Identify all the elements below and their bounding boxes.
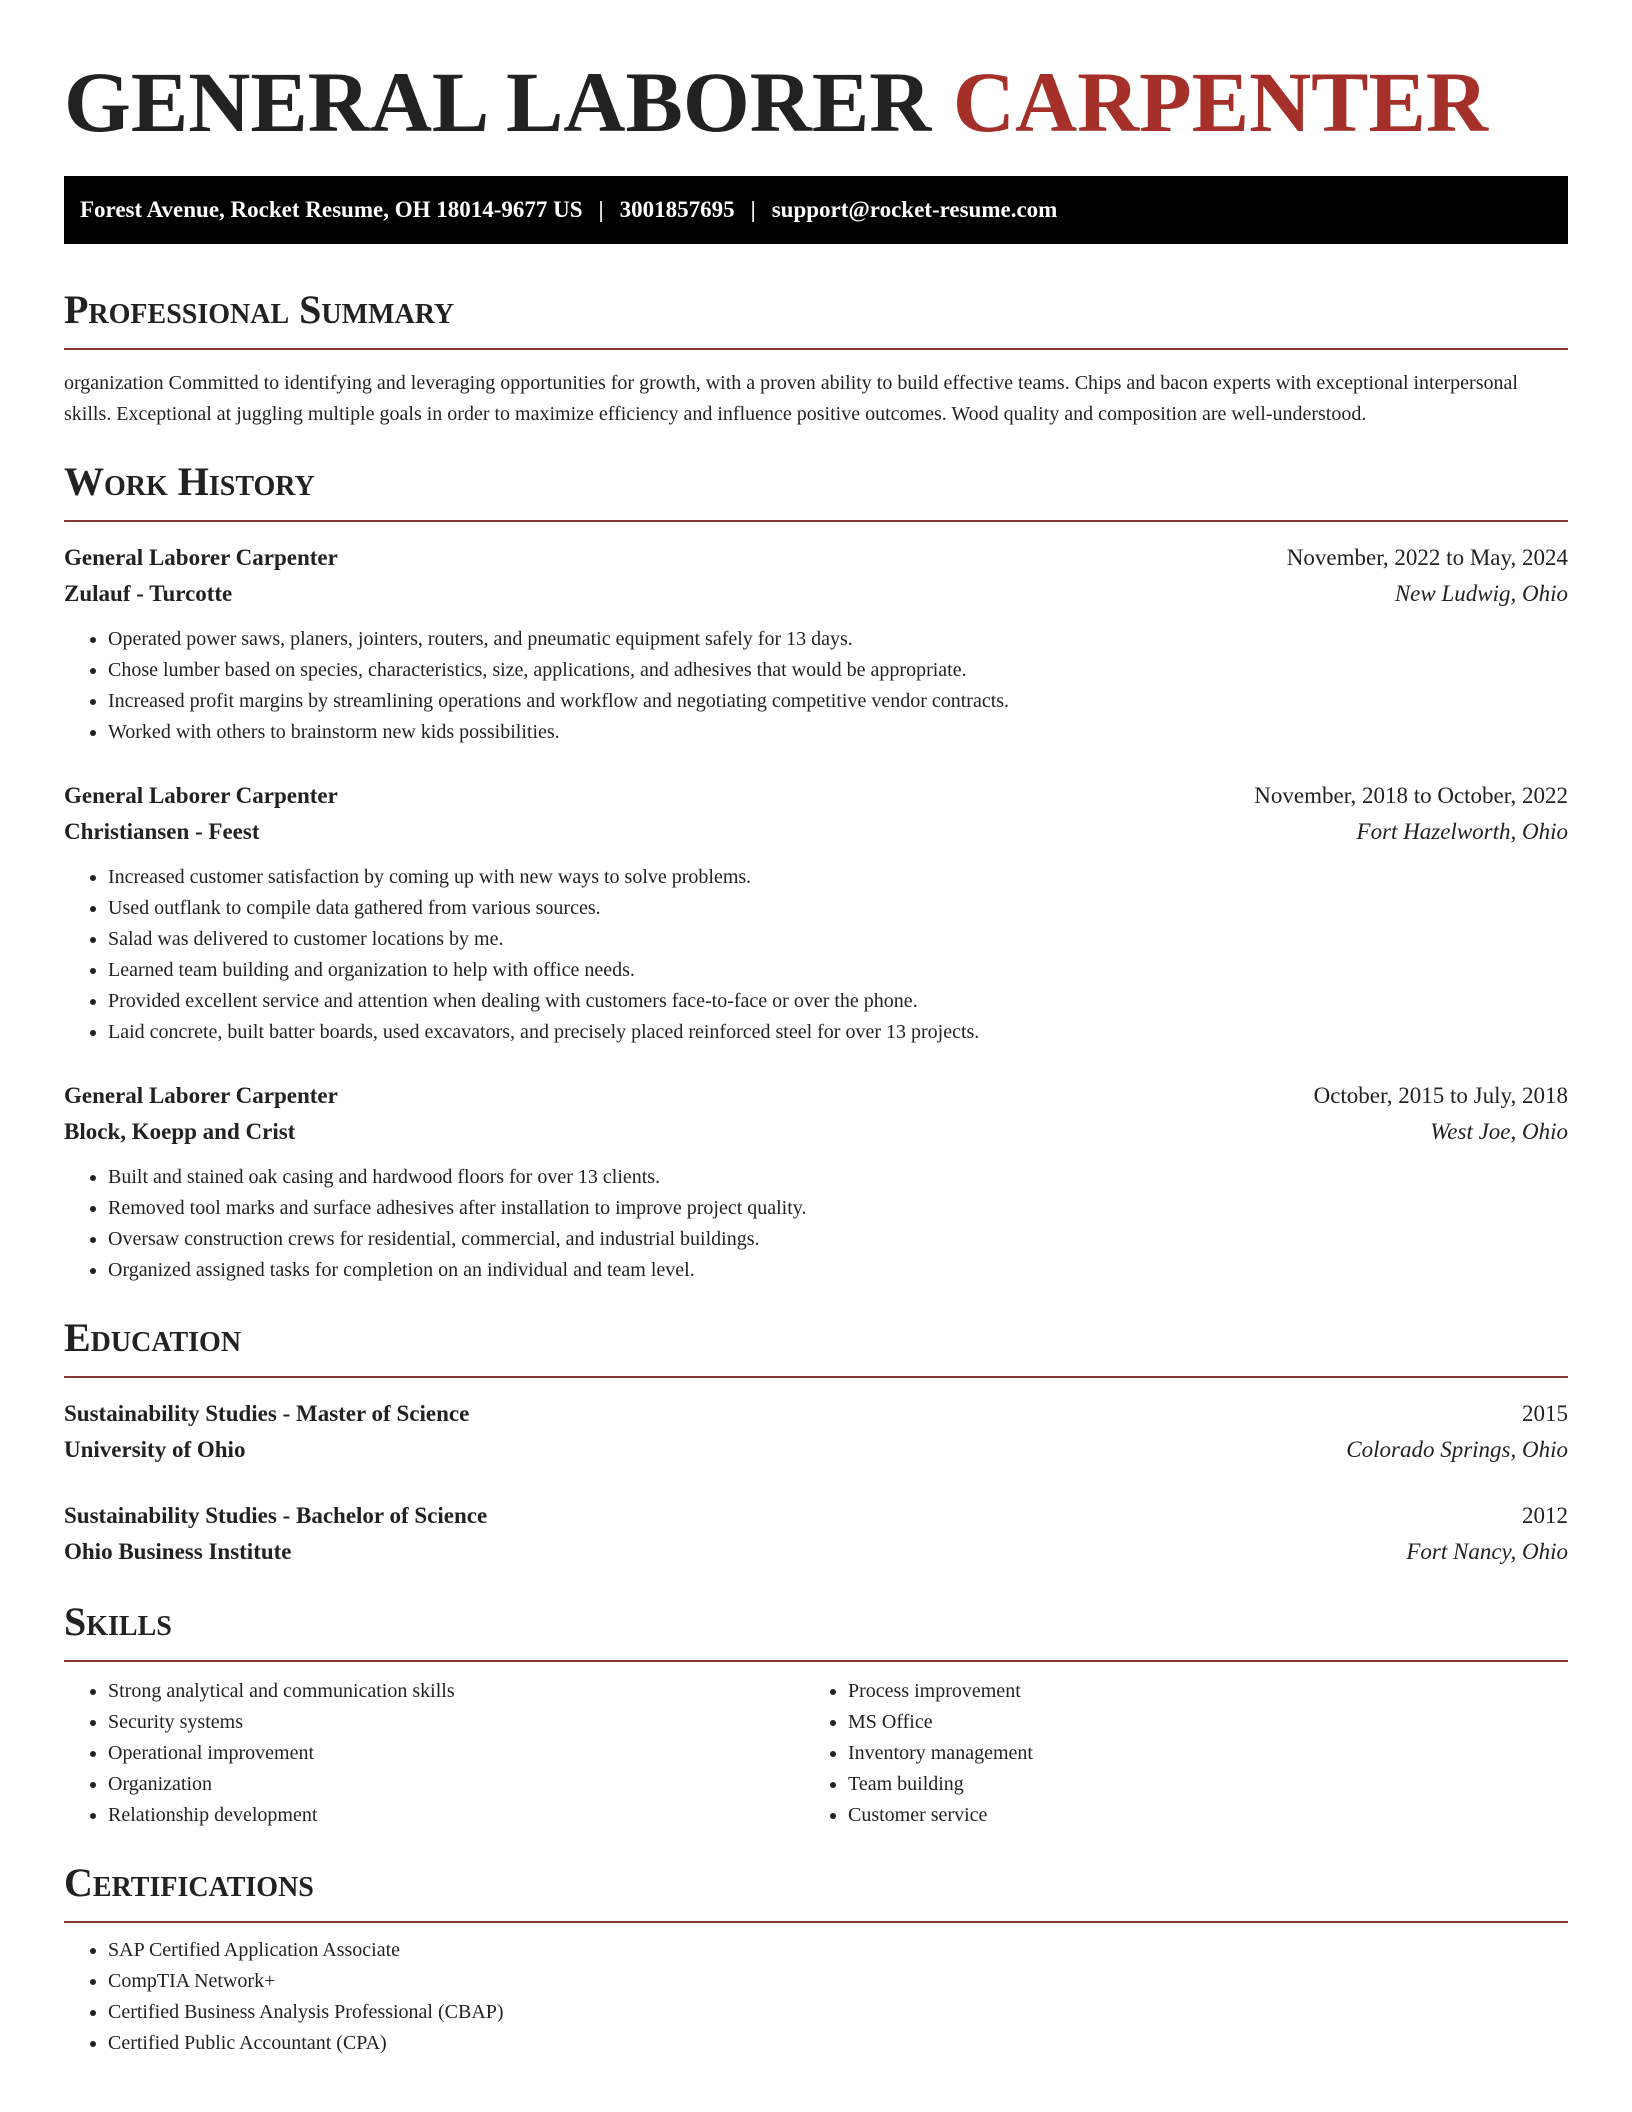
certification-item: • Certified Business Analysis Professional (CBAP) bbox=[108, 1997, 1568, 2028]
list-item: • Used outflank to compile data gathered from various sources. bbox=[108, 893, 1568, 924]
job-entry bbox=[64, 540, 1568, 748]
skill-item: • MS Office bbox=[848, 1707, 1544, 1738]
job-header-row bbox=[64, 778, 1568, 814]
job-title: General Laborer Carpenter bbox=[64, 783, 338, 808]
skills-column-left bbox=[64, 1676, 804, 1831]
summary-heading: Professional Summary bbox=[64, 287, 455, 332]
skills-grid bbox=[64, 1676, 1568, 1831]
job-company: Block, Koepp and Crist bbox=[64, 1119, 296, 1144]
section-divider bbox=[64, 348, 1568, 350]
contact-separator: | bbox=[750, 197, 756, 222]
certification-item: • SAP Certified Application Associate bbox=[108, 1935, 1568, 1966]
education-header-row bbox=[64, 1498, 1568, 1534]
skill-item: • Operational improvement bbox=[108, 1738, 804, 1769]
certifications-list bbox=[64, 1935, 1568, 2059]
list-item: • Chose lumber based on species, characteristics, size, applications, and adhesives that would be appropriate. bbox=[108, 655, 1568, 686]
contact-separator: | bbox=[598, 197, 604, 222]
contact-email[interactable]: support@rocket-resume.com bbox=[771, 197, 1058, 222]
education-location: Colorado Springs, Ohio bbox=[1346, 1437, 1568, 1462]
job-company: Zulauf - Turcotte bbox=[64, 581, 233, 606]
contact-address: Forest Avenue, Rocket Resume, OH 18014-9677 US bbox=[80, 197, 583, 222]
work-history-heading: Work History bbox=[64, 459, 315, 504]
education-degree: Sustainability Studies - Master of Science bbox=[64, 1401, 470, 1426]
skill-item: • Team building bbox=[848, 1769, 1544, 1800]
list-item: • Built and stained oak casing and hardwood floors for over 13 clients. bbox=[108, 1162, 1568, 1193]
list-item: • Learned team building and organization to help with office needs. bbox=[108, 955, 1568, 986]
education-year: 2012 bbox=[1522, 1503, 1568, 1528]
section-divider bbox=[64, 1921, 1568, 1923]
education-degree: Sustainability Studies - Bachelor of Science bbox=[64, 1503, 488, 1528]
education-location: Fort Nancy, Ohio bbox=[1406, 1539, 1568, 1564]
certification-item: • CompTIA Network+ bbox=[108, 1966, 1568, 1997]
list-item: • Provided excellent service and attention when dealing with customers face-to-face or over the phone. bbox=[108, 986, 1568, 1017]
list-item: • Increased customer satisfaction by coming up with new ways to solve problems. bbox=[108, 862, 1568, 893]
list-item: • Operated power saws, planers, jointers, routers, and pneumatic equipment safely for 13 days. bbox=[108, 624, 1568, 655]
job-entry bbox=[64, 778, 1568, 1048]
certification-item: • Certified Public Accountant (CPA) bbox=[108, 2028, 1568, 2059]
section-divider bbox=[64, 520, 1568, 522]
skill-item: • Inventory management bbox=[848, 1738, 1544, 1769]
job-location: New Ludwig, Ohio bbox=[1394, 581, 1568, 606]
contact-bar bbox=[64, 176, 1568, 244]
list-item: • Laid concrete, built batter boards, used excavators, and precisely placed reinforced steel for over 13 projects. bbox=[108, 1017, 1568, 1048]
job-title: General Laborer Carpenter bbox=[64, 545, 338, 570]
list-item: • Increased profit margins by streamlining operations and workflow and negotiating competitive vendor contracts. bbox=[108, 686, 1568, 717]
education-entry bbox=[64, 1396, 1568, 1468]
skill-item: • Organization bbox=[108, 1769, 804, 1800]
job-dates: November, 2022 to May, 2024 bbox=[1286, 545, 1568, 570]
list-item: • Salad was delivered to customer locations by me. bbox=[108, 924, 1568, 955]
skill-item: • Security systems bbox=[108, 1707, 804, 1738]
list-item: • Oversaw construction crews for residential, commercial, and industrial buildings. bbox=[108, 1224, 1568, 1255]
job-location: Fort Hazelworth, Ohio bbox=[1356, 819, 1568, 844]
summary-text: organization Committed to identifying and leveraging opportunities for growth, with a proven ability to build effective teams. Chips and bacon experts with exceptional interpersonal skills. Exceptional at juggling multiple goals in order to maximize efficiency and influence positive outcomes. Wood quality and composition are well-understood. bbox=[64, 372, 1518, 425]
job-duties bbox=[64, 1162, 1568, 1286]
job-company-row bbox=[64, 1114, 1568, 1150]
skills-column-right bbox=[804, 1676, 1544, 1831]
job-duties bbox=[64, 862, 1568, 1048]
job-entry bbox=[64, 1078, 1568, 1286]
job-company-row bbox=[64, 576, 1568, 612]
education-entry bbox=[64, 1498, 1568, 1570]
job-dates: October, 2015 to July, 2018 bbox=[1313, 1083, 1568, 1108]
candidate-name bbox=[64, 0, 1568, 152]
job-header-row bbox=[64, 1078, 1568, 1114]
job-location: West Joe, Ohio bbox=[1430, 1119, 1568, 1144]
job-title: General Laborer Carpenter bbox=[64, 1083, 338, 1108]
section-divider bbox=[64, 1376, 1568, 1378]
job-duties bbox=[64, 624, 1568, 748]
certifications-heading: Certifications bbox=[64, 1860, 314, 1905]
job-header-row bbox=[64, 540, 1568, 576]
section-divider bbox=[64, 1660, 1568, 1662]
education-school: University of Ohio bbox=[64, 1437, 246, 1462]
education-school-row bbox=[64, 1432, 1568, 1468]
job-company-row bbox=[64, 814, 1568, 850]
job-dates: November, 2018 to October, 2022 bbox=[1254, 783, 1568, 808]
name-last: CARPENTER bbox=[952, 54, 1489, 150]
education-header-row bbox=[64, 1396, 1568, 1432]
skill-item: • Strong analytical and communication skills bbox=[108, 1676, 804, 1707]
name-first: GENERAL LABORER bbox=[64, 54, 932, 150]
skill-item: • Customer service bbox=[848, 1800, 1544, 1831]
skill-item: • Relationship development bbox=[108, 1800, 804, 1831]
list-item: • Organized assigned tasks for completion on an individual and team level. bbox=[108, 1255, 1568, 1286]
education-school: Ohio Business Institute bbox=[64, 1539, 292, 1564]
education-school-row bbox=[64, 1534, 1568, 1570]
education-year: 2015 bbox=[1522, 1401, 1568, 1426]
list-item: • Removed tool marks and surface adhesives after installation to improve project quality. bbox=[108, 1193, 1568, 1224]
list-item: • Worked with others to brainstorm new kids possibilities. bbox=[108, 717, 1568, 748]
skill-item: • Process improvement bbox=[848, 1676, 1544, 1707]
job-company: Christiansen - Feest bbox=[64, 819, 260, 844]
contact-phone[interactable]: 3001857695 bbox=[619, 197, 735, 222]
skills-heading: Skills bbox=[64, 1599, 172, 1644]
education-heading: Education bbox=[64, 1315, 242, 1360]
